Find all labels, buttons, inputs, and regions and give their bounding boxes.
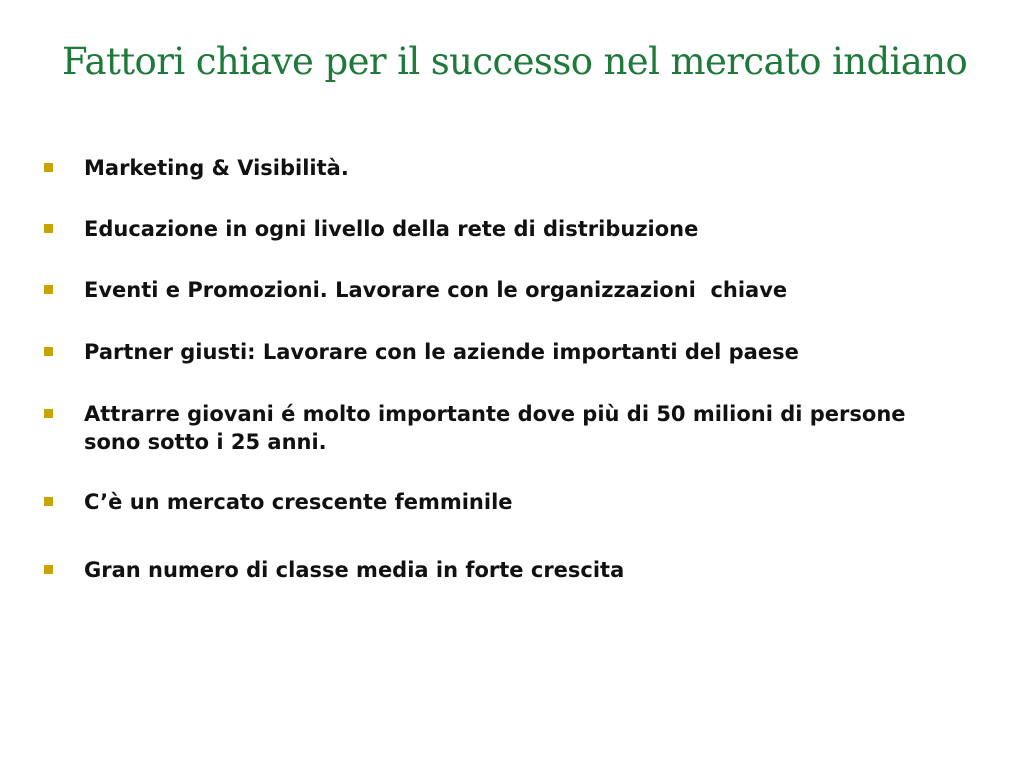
slide-title: Fattori chiave per il successo nel mercato indiano [62,40,968,83]
bullet-text: Educazione in ogni livello della rete di distribuzione [84,217,699,241]
bullet-item [44,215,974,243]
square-bullet-icon [44,565,53,574]
bullet-text: Partner giusti: Lavorare con le aziende importanti del paese [84,340,799,364]
square-bullet-icon [44,409,53,418]
square-bullet-icon [44,163,53,172]
bullet-text: Attrarre giovani é molto importante dove più di 50 milioni di persone sono sotto i 25 anni. [84,402,913,454]
bullet-text: Marketing & Visibilità. [84,156,349,180]
bullet-item [44,338,974,366]
bullet-text: C’è un mercato crescente femminile [84,490,513,514]
square-bullet-icon [44,347,53,356]
bullet-item [44,488,974,516]
bullet-text: Gran numero di classe media in forte crescita [84,558,625,582]
bullet-item [44,556,974,584]
square-bullet-icon [44,285,53,294]
bullet-text: Eventi e Promozioni. Lavorare con le organizzazioni chiave [84,278,788,302]
square-bullet-icon [44,224,53,233]
bullet-item [44,400,974,456]
square-bullet-icon [44,497,53,506]
bullet-item [44,154,974,182]
bullet-item [44,276,974,304]
